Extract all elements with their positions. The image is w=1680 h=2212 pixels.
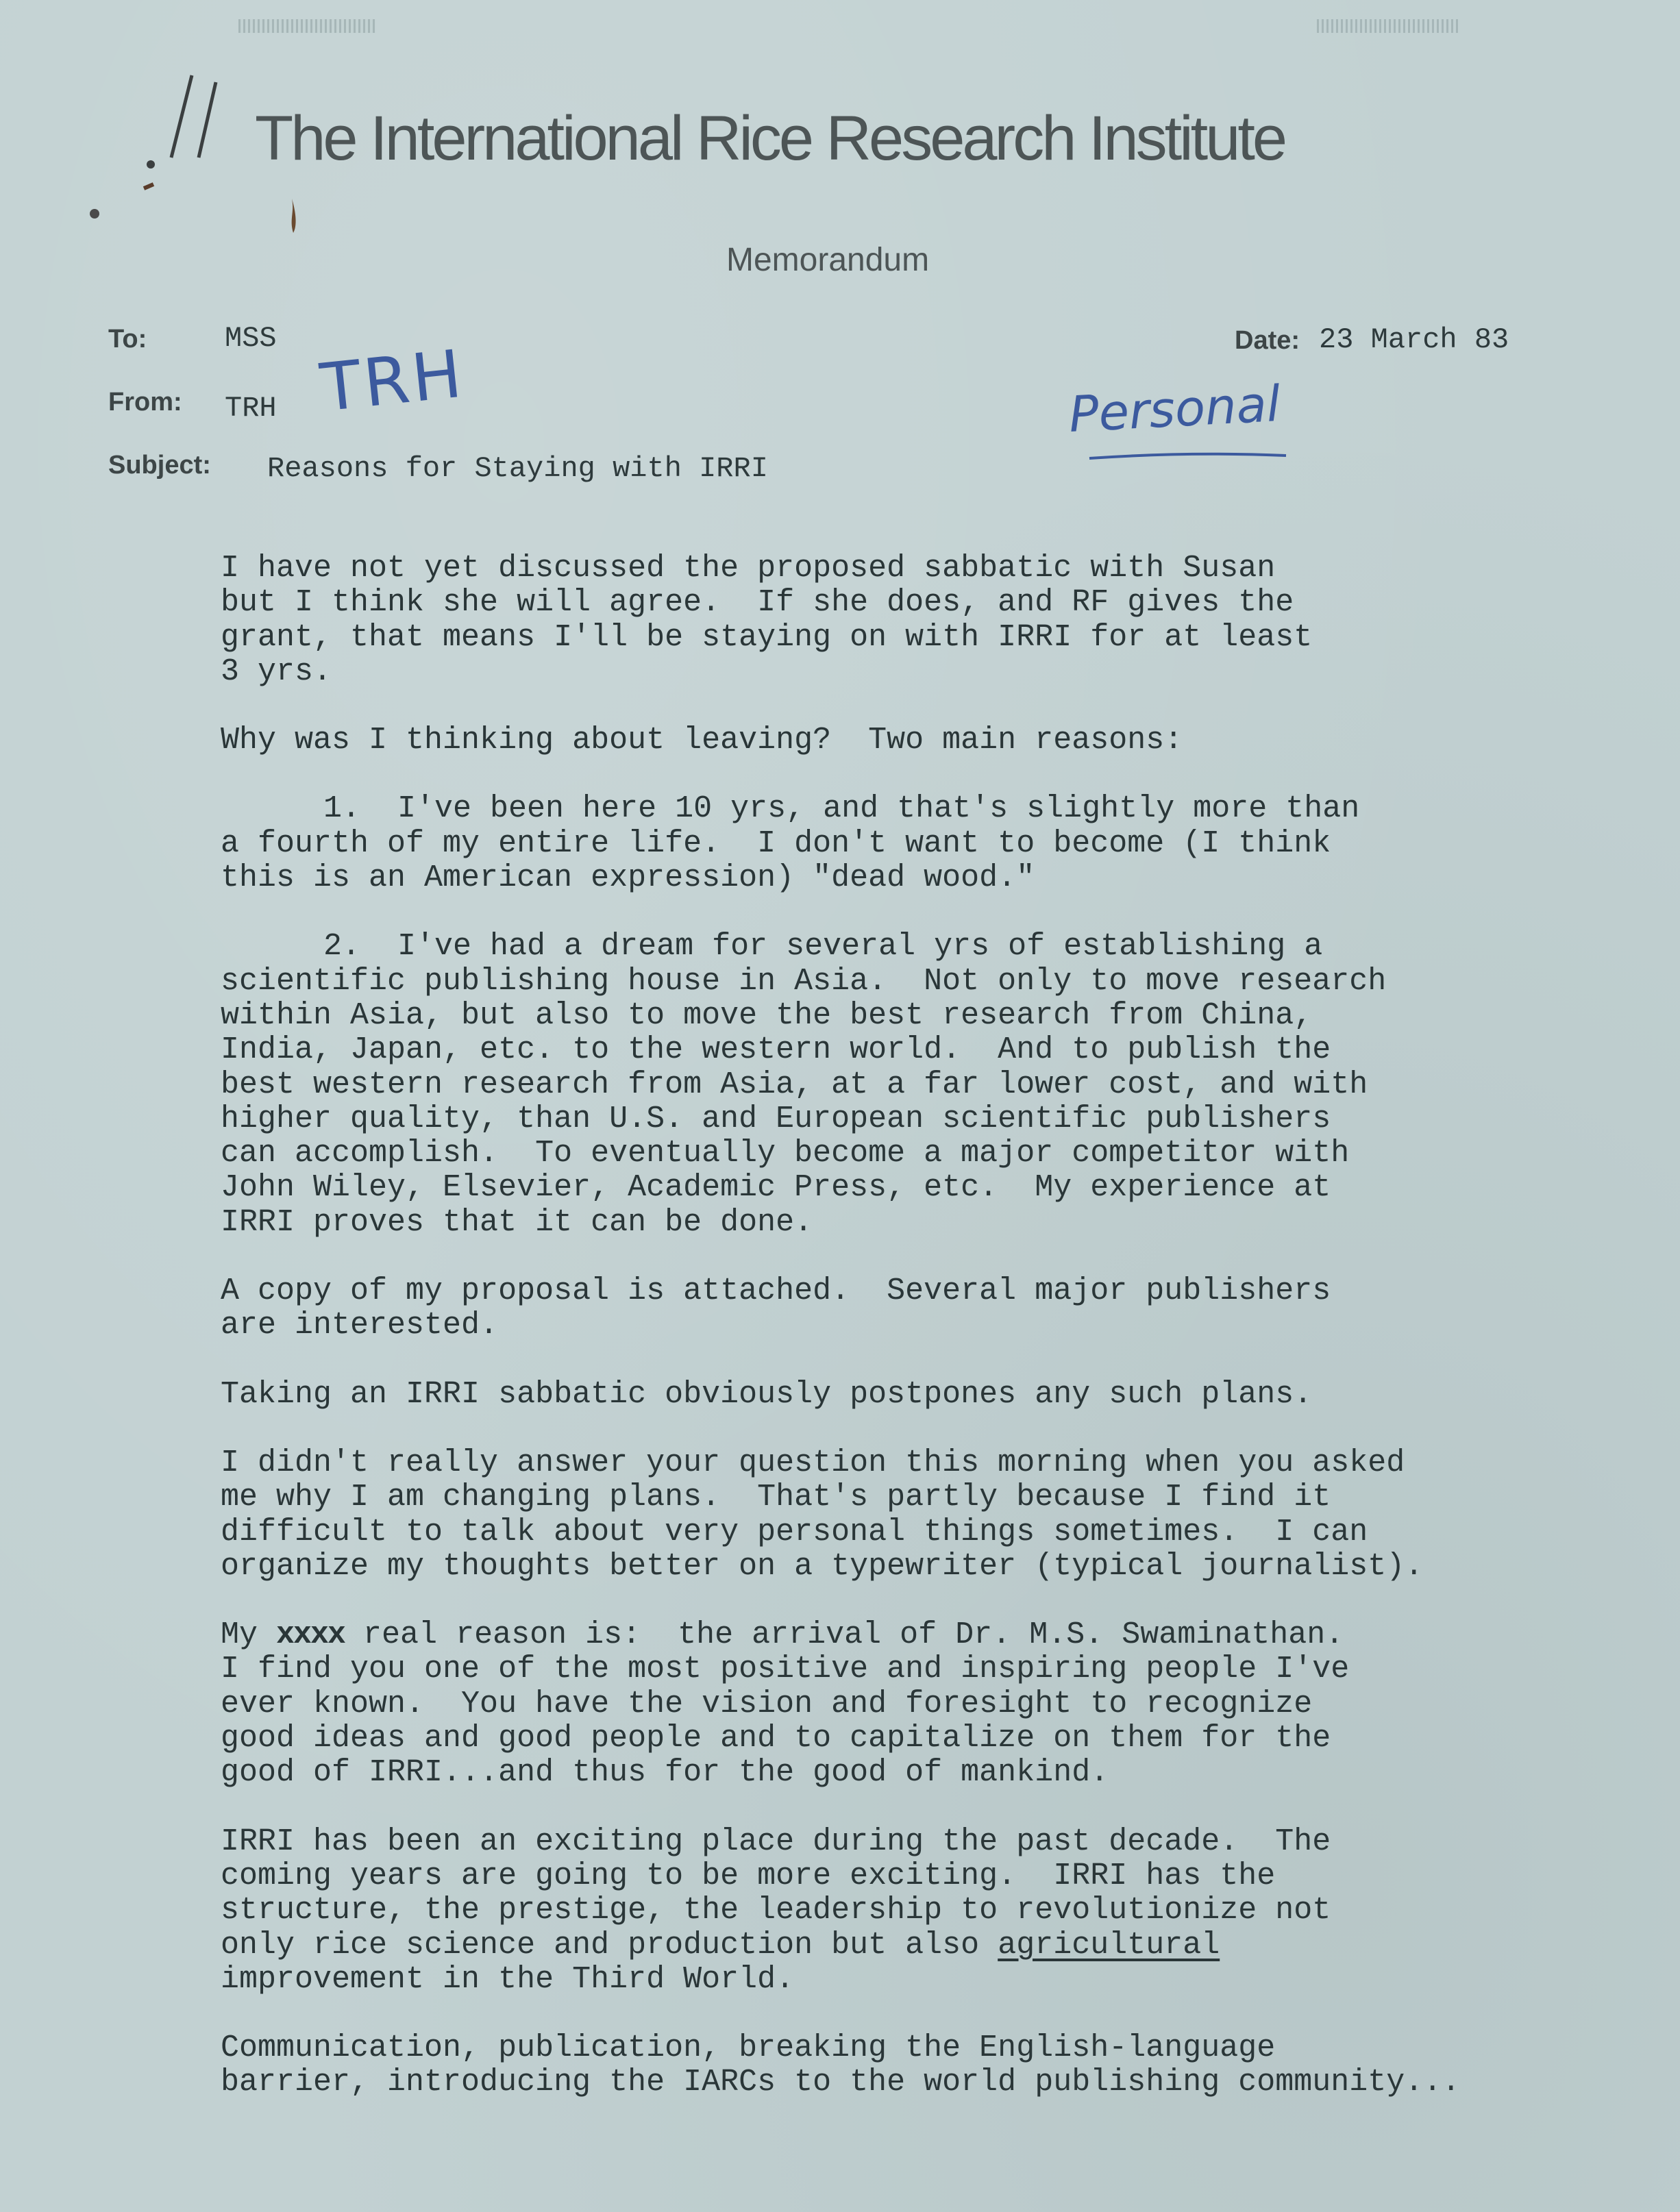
struck-out-text: xxxx [276, 1617, 345, 1653]
text-line: 2. I've had a dream for several yrs of establishing a [323, 929, 1323, 965]
text-line: structure, the prestige, the leadership to revolutionize not [221, 1893, 1331, 1928]
staple-mark-right [1317, 19, 1461, 33]
text-line: 1. I've been here 10 yrs, and that's slightly more than [323, 791, 1360, 827]
text-line: me why I am changing plans. That's partly because I find it [221, 1480, 1331, 1515]
text-line: a fourth of my entire life. I don't want to become (I think [221, 825, 1331, 861]
paragraph-reason-2 [221, 930, 1653, 1240]
personal-note-underline [1086, 449, 1292, 462]
text-line: are interested. [221, 1308, 499, 1343]
text-line: good ideas and good people and to capitalize on them for the [221, 1721, 1331, 1756]
text-line: A copy of my proposal is attached. Several major publishers [221, 1273, 1331, 1309]
text-line: good of IRRI...and thus for the good of mankind. [221, 1755, 1109, 1791]
text-line [221, 1928, 1653, 1963]
text-line: IRRI proves that it can be done. [221, 1204, 813, 1240]
text-line: within Asia, but also to move the best research from China, [221, 997, 1313, 1033]
text-fragment: only rice science and production but also [221, 1927, 998, 1963]
text-line: India, Japan, etc. to the western world. And to publish the [221, 1032, 1331, 1068]
text-line: ever known. You have the vision and foresight to recognize [221, 1686, 1313, 1722]
text-line: improvement in the Third World. [221, 1961, 795, 1997]
text-line [221, 1618, 1653, 1652]
text-line: Why was I thinking about leaving? Two main reasons: [221, 723, 1183, 758]
text-line: IRRI has been an exciting place during the past decade. The [221, 1824, 1331, 1859]
handwritten-personal-note: Personal [1067, 374, 1282, 444]
text-line: 3 yrs. [221, 654, 332, 689]
underlined-text: agricultural [998, 1927, 1220, 1963]
text-line: grant, that means I'll be staying on with IRRI for at least [221, 619, 1313, 655]
paragraph-real-reason [221, 1618, 1653, 1790]
text-fragment: real reason is: the arrival of Dr. M.S. Swaminathan. [345, 1617, 1344, 1653]
text-line: can accomplish. To eventually become a major competitor with [221, 1136, 1350, 1171]
text-line: Communication, publication, breaking the English-language [221, 2030, 1276, 2066]
subject-value: Reasons for Staying with IRRI [267, 452, 768, 485]
text-line: scientific publishing house in Asia. Not only to move research [221, 963, 1387, 999]
text-line: higher quality, than U.S. and European scientific publishers [221, 1101, 1331, 1136]
text-line: difficult to talk about very personal things sometimes. I can [221, 1514, 1368, 1550]
text-line: I find you one of the most positive and inspiring people I've [221, 1652, 1350, 1687]
paragraph-exciting-place [221, 1825, 1653, 1997]
text-line: coming years are going to be more exciting. IRRI has the [221, 1858, 1276, 1893]
from-label: From: [108, 388, 182, 417]
paragraph-sabbatic [221, 551, 1653, 689]
text-line: this is an American expression) "dead wood." [221, 860, 1035, 896]
text-fragment: My [221, 1617, 277, 1653]
memorandum-title: Memorandum [726, 242, 930, 278]
subject-label: Subject: [108, 451, 211, 480]
date-label: Date: [1235, 326, 1300, 355]
paragraph-reasons-intro [221, 723, 1653, 758]
memo-body [221, 551, 1653, 2135]
date-value: 23 March 83 [1319, 323, 1509, 356]
text-line: best western research from Asia, at a far lower cost, and with [221, 1067, 1368, 1102]
text-line: John Wiley, Elsevier, Academic Press, etc. My experience at [221, 1170, 1331, 1206]
paragraph-reason-1 [221, 792, 1653, 895]
staple-mark-left [238, 19, 375, 33]
paragraph-postpones [221, 1378, 1653, 1412]
to-value: MSS [225, 322, 277, 355]
text-line: Taking an IRRI sabbatic obviously postpones any such plans. [221, 1376, 1313, 1412]
text-line: I didn't really answer your question this morning when you asked [221, 1445, 1405, 1480]
institute-name: The International Rice Research Institute [255, 103, 1285, 173]
text-line: barrier, introducing the IARCs to the world publishing community... [221, 2065, 1461, 2100]
handwritten-initials: TRH [317, 335, 468, 427]
paragraph-communication [221, 2031, 1653, 2100]
text-line: I have not yet discussed the proposed sabbatic with Susan [221, 551, 1276, 586]
ink-blot-mark [280, 192, 307, 247]
to-label: To: [108, 325, 147, 353]
paragraph-question [221, 1446, 1653, 1584]
text-line: but I think she will agree. If she does, and RF gives the [221, 585, 1294, 621]
paragraph-proposal [221, 1274, 1653, 1343]
pen-marks-decoration [75, 62, 254, 267]
from-value: TRH [225, 392, 277, 425]
text-line: organize my thoughts better on a typewriter (typical journalist). [221, 1548, 1424, 1584]
